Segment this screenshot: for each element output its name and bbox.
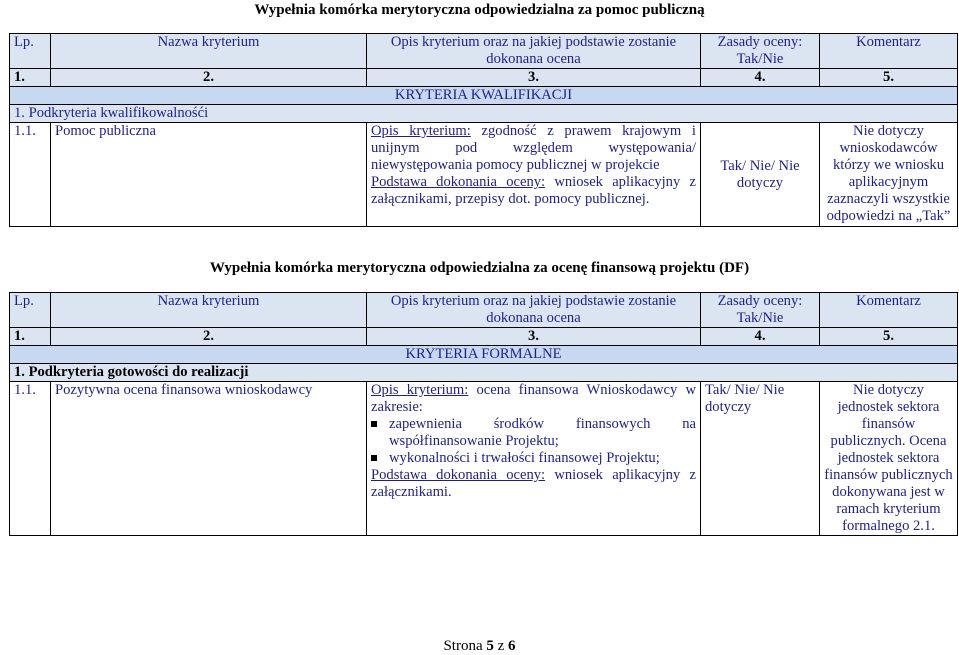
footer-page-number: 5 <box>486 638 494 654</box>
criterion-lp: 1.1. <box>10 382 51 536</box>
category-row <box>10 346 958 364</box>
header-comment: Komentarz <box>820 34 958 69</box>
list-item: wykonalności i trwałości finansowej Projektu; <box>371 450 696 467</box>
desc-text: zgodność z prawem krajowym i unijnym pod względem występowania/ niewystępowania pomocy publicznej w projekcie <box>371 123 696 173</box>
header-name: Nazwa kryterium <box>51 34 367 69</box>
criterion-comment: Nie dotyczy jednostek sektora finansów publicznych. Ocena jednostek sektora finansów publicznych dokonywana jest w ramach kryterium formalnego 2.1. <box>820 382 958 536</box>
header-rules: Zasady oceny: Tak/Nie <box>701 293 820 328</box>
basis-text: wniosek aplikacyjny z załącznikami, przepisy dot. pomocy publicznej. <box>371 174 696 207</box>
criteria-table-2 <box>9 292 958 536</box>
header-lp: Lp. <box>10 34 51 69</box>
col-num-1: 1. <box>10 328 51 346</box>
header-comment: Komentarz <box>820 293 958 328</box>
col-num-5: 5. <box>820 69 958 87</box>
desc-text: ocena finansowa Wnioskodawcy w zakresie: <box>371 382 696 415</box>
section2-heading: Wypełnia komórka merytoryczna odpowiedzialna za ocenę finansową projektu (DF) <box>209 260 750 276</box>
criterion-rules: Tak/ Nie/ Nie dotyczy <box>701 123 820 227</box>
scope-list <box>371 416 696 467</box>
col-num-1: 1. <box>10 69 51 87</box>
footer-prefix: Strona <box>443 638 487 654</box>
header-rules: Zasady oceny: Tak/Nie <box>701 34 820 69</box>
col-num-2: 2. <box>51 328 367 346</box>
col-num-4: 4. <box>701 328 820 346</box>
category-label: KRYTERIA FORMALNE <box>10 346 958 364</box>
subcategory-row <box>10 364 958 382</box>
column-number-row <box>10 69 958 87</box>
list-item: zapewnienia środków finansowych na współfinansowanie Projektu; <box>371 416 696 450</box>
col-num-3: 3. <box>367 328 701 346</box>
page-footer <box>0 638 959 655</box>
header-desc: Opis kryterium oraz na jakiej podstawie zostanie dokonana ocena <box>367 293 701 328</box>
table-header-row <box>10 34 958 69</box>
subcategory-label: 1. Podkryteria gotowości do realizacji <box>10 364 958 382</box>
section1-heading: Wypełnia komórka merytoryczna odpowiedzialna za pomoc publiczną <box>254 2 705 18</box>
criterion-name: Pomoc publiczna <box>51 123 367 227</box>
criterion-row <box>10 123 958 227</box>
col-num-3: 3. <box>367 69 701 87</box>
basis-label: Podstawa dokonania oceny: <box>371 467 546 483</box>
criterion-description <box>367 123 701 227</box>
criterion-description <box>367 382 701 536</box>
basis-label: Podstawa dokonania oceny: <box>371 174 546 190</box>
desc-label: Opis kryterium: <box>371 123 471 139</box>
subcategory-label: 1. Podkryteria kwalifikowalnośći <box>10 105 958 123</box>
col-num-4: 4. <box>701 69 820 87</box>
column-number-row <box>10 328 958 346</box>
header-desc: Opis kryterium oraz na jakiej podstawie zostanie dokonana ocena <box>367 34 701 69</box>
header-name: Nazwa kryterium <box>51 293 367 328</box>
criteria-table-1 <box>9 33 958 227</box>
category-row <box>10 87 958 105</box>
criterion-name: Pozytywna ocena finansowa wnioskodawcy <box>51 382 367 536</box>
subcategory-row <box>10 105 958 123</box>
criterion-row <box>10 382 958 536</box>
footer-middle: z <box>493 638 509 654</box>
category-label: KRYTERIA KWALIFIKACJI <box>10 87 958 105</box>
table-header-row <box>10 293 958 328</box>
criterion-comment: Nie dotyczy wnioskodawców którzy we wniosku aplikacyjnym zaznaczyli wszystkie odpowiedzi na „Tak” <box>820 123 958 227</box>
criterion-rules: Tak/ Nie/ Nie dotyczy <box>701 382 820 536</box>
col-num-5: 5. <box>820 328 958 346</box>
footer-page-total: 6 <box>508 638 516 654</box>
col-num-2: 2. <box>51 69 367 87</box>
desc-label: Opis kryterium: <box>371 382 469 398</box>
basis-text: wniosek aplikacyjny z załącznikami. <box>371 467 696 500</box>
criterion-lp: 1.1. <box>10 123 51 227</box>
header-lp: Lp. <box>10 293 51 328</box>
